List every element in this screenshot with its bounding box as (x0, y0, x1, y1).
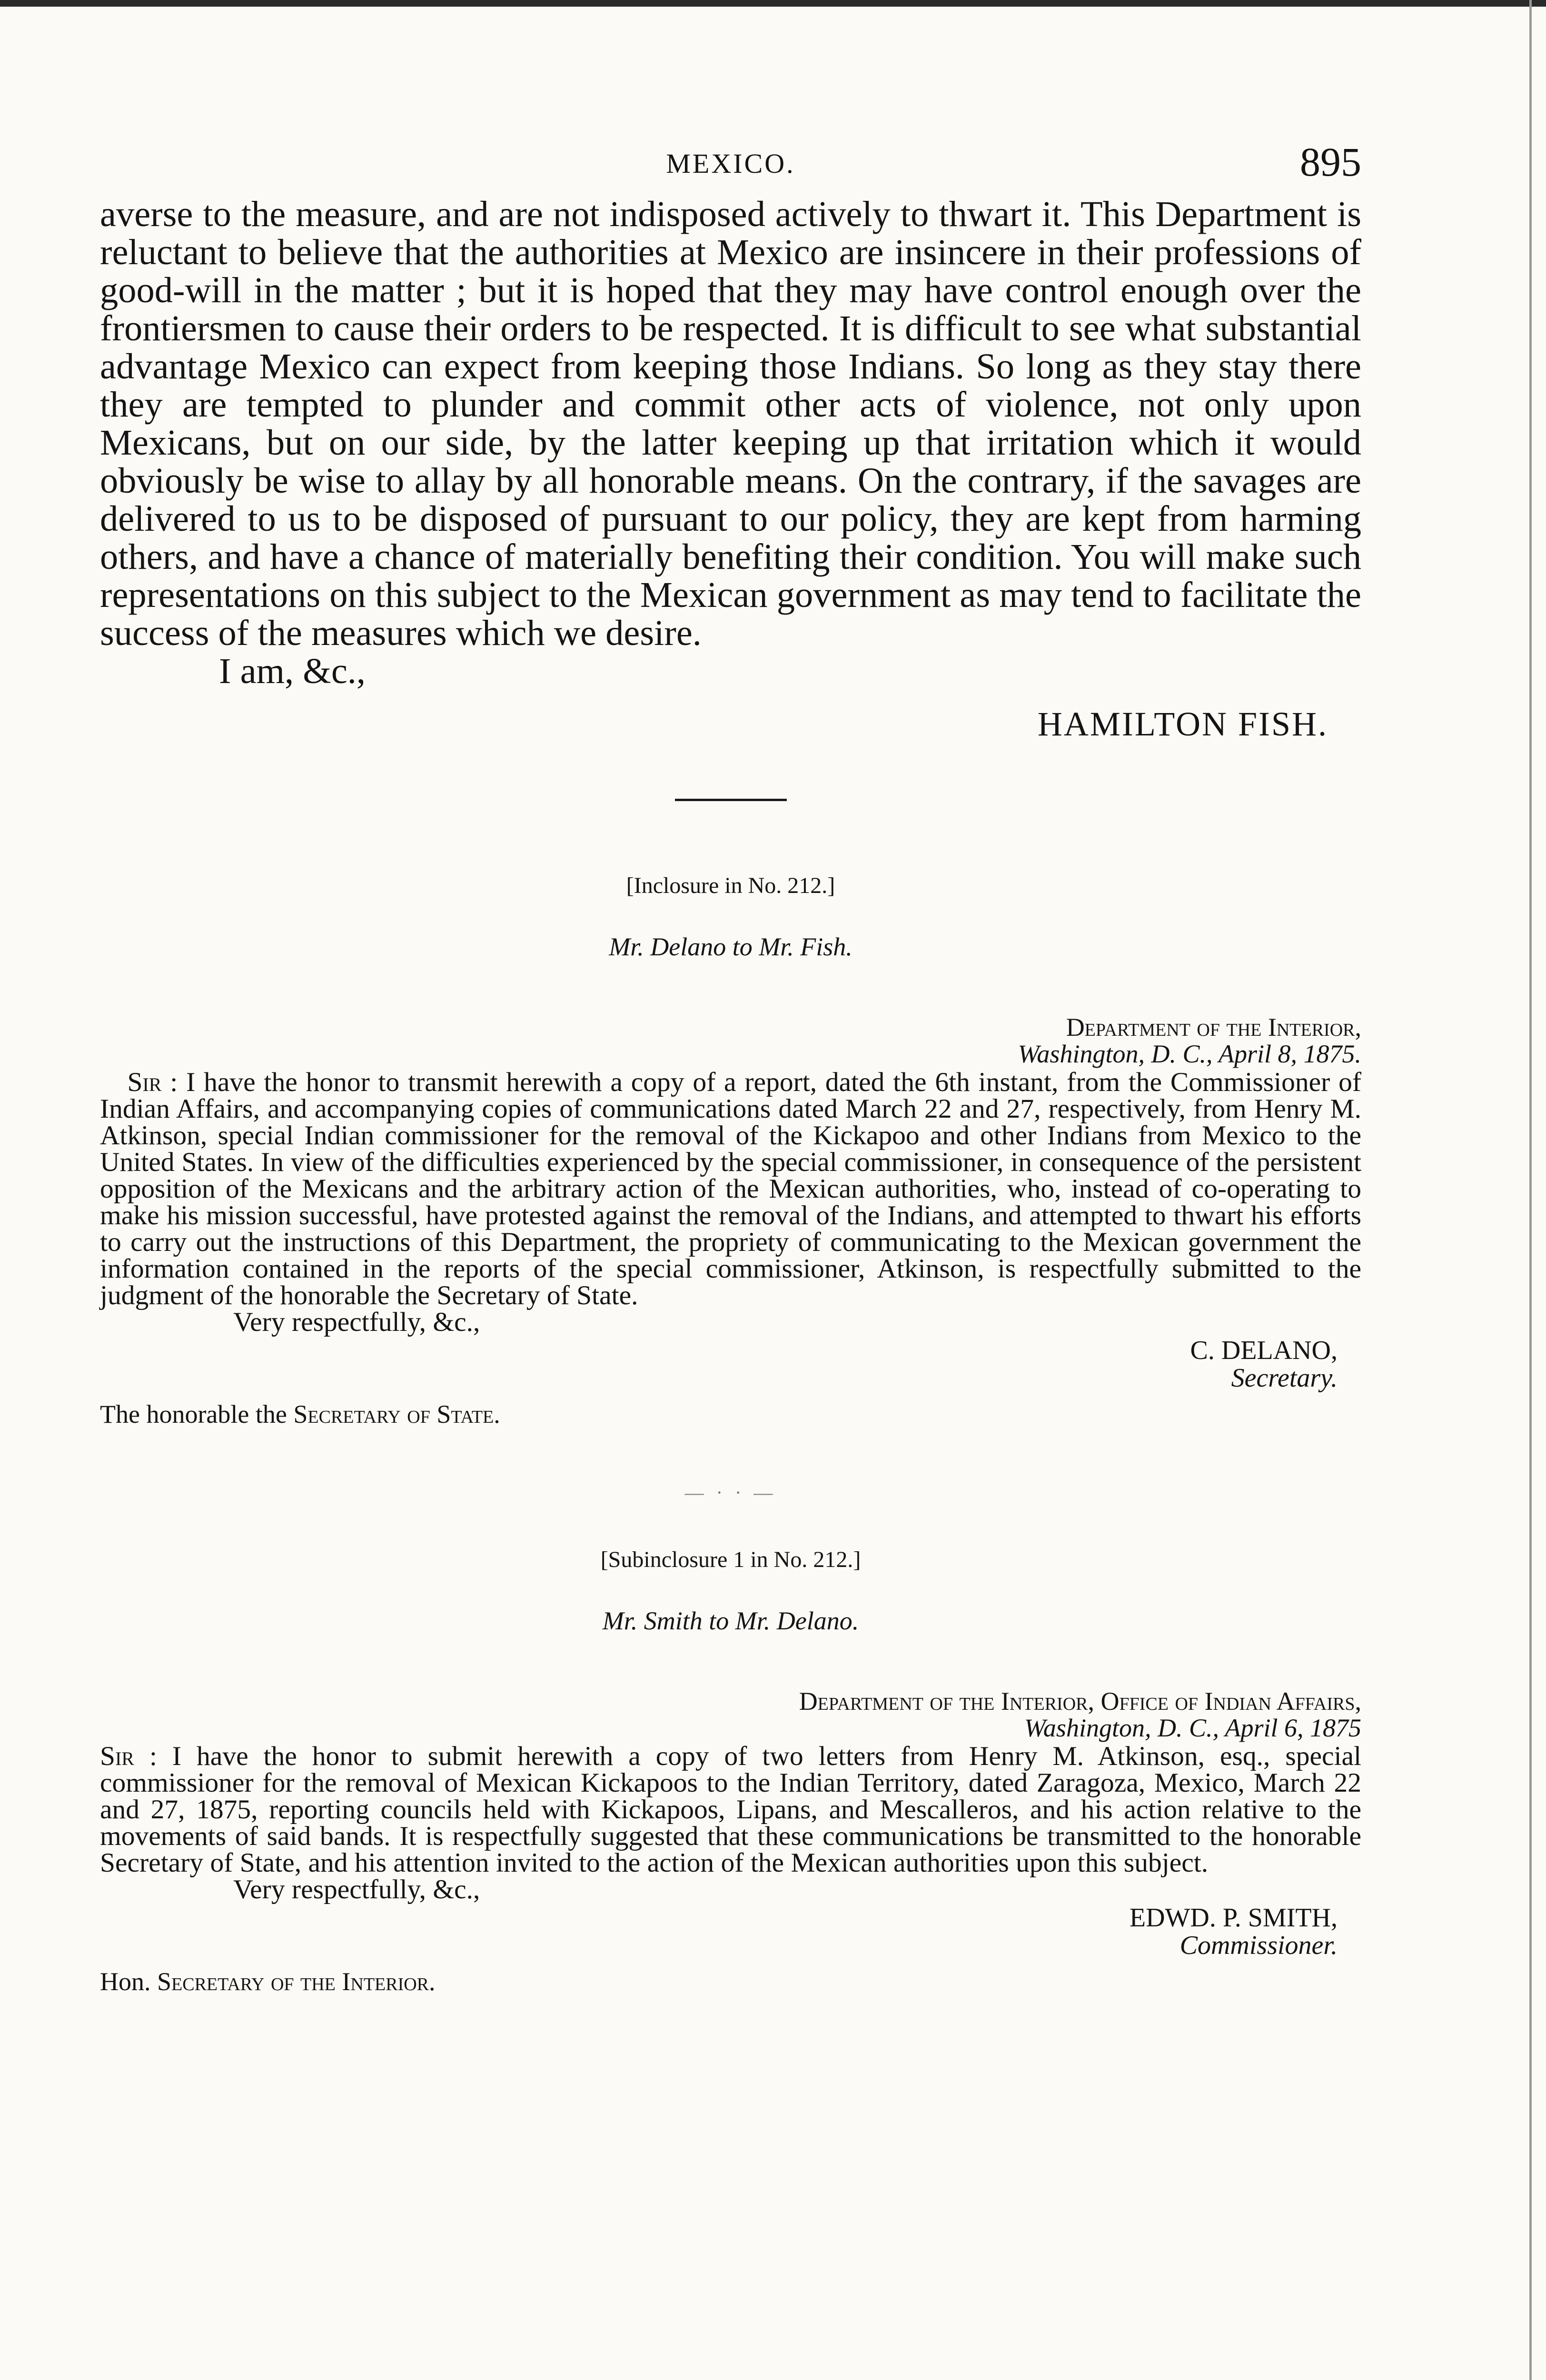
subenclosure-heading: Mr. Smith to Mr. Delano. (602, 1606, 859, 1635)
enclosure-addressee-name: Secretary of State. (293, 1400, 500, 1428)
enclosure-closing: Very respectfully, &c., (233, 1307, 480, 1337)
page-number: 895 (1300, 139, 1361, 185)
enclosure-label: [Inclosure in No. 212.] (626, 873, 835, 898)
subenclosure-salutation: Sir : (100, 1741, 157, 1771)
subenclosure-addressee-name: Secretary of the Interior. (157, 1967, 436, 1996)
enclosure-paragraph: I have the honor to transmit herewith a copy of a report, dated the 6th instant, from the Commissioner of Indian Affairs, and accompanying copies of communications dated March 22 and 27, respectively, from Henry M. Atkinson, special Indian commissioner for the removal of the Kickapoo and other Indians from Mexico to the United States. In view of the difficulties experienced by the special commissioner, in consequence of the persistent opposition of the Mexicans and the arbitrary action of the Mexican authorities, who, instead of co-operating to make his mission successful, have protested against the removal of the Indians, and attempted to thwart his efforts to carry out the instructions of this Department, the propriety of communicating to the Mexican government the information contained in the reports of the special commissioner, Atkinson, is respectfully submitted to the judgment of the honorable the Secretary of State. (100, 1067, 1362, 1310)
letter-fish-closing: I am, &c., (219, 651, 366, 691)
subenclosure-signature-title: Commissioner. (1179, 1931, 1338, 1960)
enclosure-addressee-prefix: The honorable the (100, 1400, 287, 1428)
enclosure-dept-block (100, 1014, 1361, 1067)
enclosure-body (100, 1069, 1361, 1309)
enclosure-signature-name: C. DELANO, (1190, 1336, 1338, 1365)
subenclosure-closing: Very respectfully, &c., (233, 1874, 480, 1904)
subenclosure-place-date: Washington, D. C., April 6, 1875 (1024, 1714, 1361, 1742)
enclosure-addressee (100, 1399, 1361, 1429)
subenclosure-label: [Subinclosure 1 in No. 212.] (600, 1547, 861, 1572)
enclosure-salutation: Sir : (127, 1067, 178, 1097)
letter-fish-body (100, 195, 1361, 652)
running-head-title: MEXICO. (666, 148, 795, 179)
scan-top-edge (0, 0, 1546, 7)
subenclosure-body (100, 1743, 1361, 1876)
enclosure-place-date: Washington, D. C., April 8, 1875. (1018, 1040, 1361, 1068)
subenclosure-paragraph: I have the honor to submit herewith a copy of two letters from Henry M. Atkinson, esq., special commissioner for the removal of Mexican Kickapoos to the Indian Territory, dated Zaragoza, Mexico, March 22 and 27, 1875, reporting councils held with Kickapoos, Lipans, and Mescalleros, and his action relative to the movements of said bands. It is respectfully suggested that these communications be transmitted to the honorable Secretary of State, and his attention invited to the action of the Mexican authorities upon this subject. (100, 1741, 1361, 1878)
subenclosure-signature-name: EDWD. P. SMITH, (1129, 1903, 1338, 1933)
enclosure-signature (100, 1337, 1338, 1392)
enclosure-department: Department of the Interior, (1066, 1013, 1361, 1041)
document-page (100, 138, 1361, 1996)
subenclosure-signature (100, 1904, 1338, 1959)
subenclosure-addressee (100, 1967, 1361, 1996)
scan-right-edge (1529, 0, 1532, 2380)
letter-fish-signature: HAMILTON FISH. (1037, 705, 1328, 743)
subenclosure-addressee-prefix: Hon. (100, 1967, 151, 1996)
enclosure-signature-title: Secretary. (1231, 1363, 1338, 1393)
subenclosure-department: Department of the Interior, Office of Indian Affairs, (799, 1687, 1361, 1716)
running-head (100, 138, 1361, 195)
section-divider (675, 799, 787, 801)
subenclosure-dept-block (100, 1688, 1361, 1741)
section-divider-faint: — · · — (684, 1482, 777, 1503)
letter-fish-paragraph: averse to the measure, and are not indisposed actively to thwart it. This Department is reluctant to believe that the authorities at Mexico are insincere in their professions of good-will in the matter ; but it is hoped that they may have control enough over the frontiersmen to cause their orders to be respected. It is difficult to see what substantial advantage Mexico can expect from keeping those Indians. So long as they stay there they are tempted to plunder and commit other acts of violence, not only upon Mexicans, but on our side, by the latter keeping up that irritation which it would obviously be wise to allay by all honorable means. On the contrary, if the savages are delivered to us to be disposed of pursuant to our policy, they are kept from harming others, and have a chance of materially benefiting their condition. You will make such representations on this subject to the Mexican government as may tend to facilitate the success of the measures which we desire. (100, 194, 1361, 653)
enclosure-heading: Mr. Delano to Mr. Fish. (609, 932, 852, 961)
